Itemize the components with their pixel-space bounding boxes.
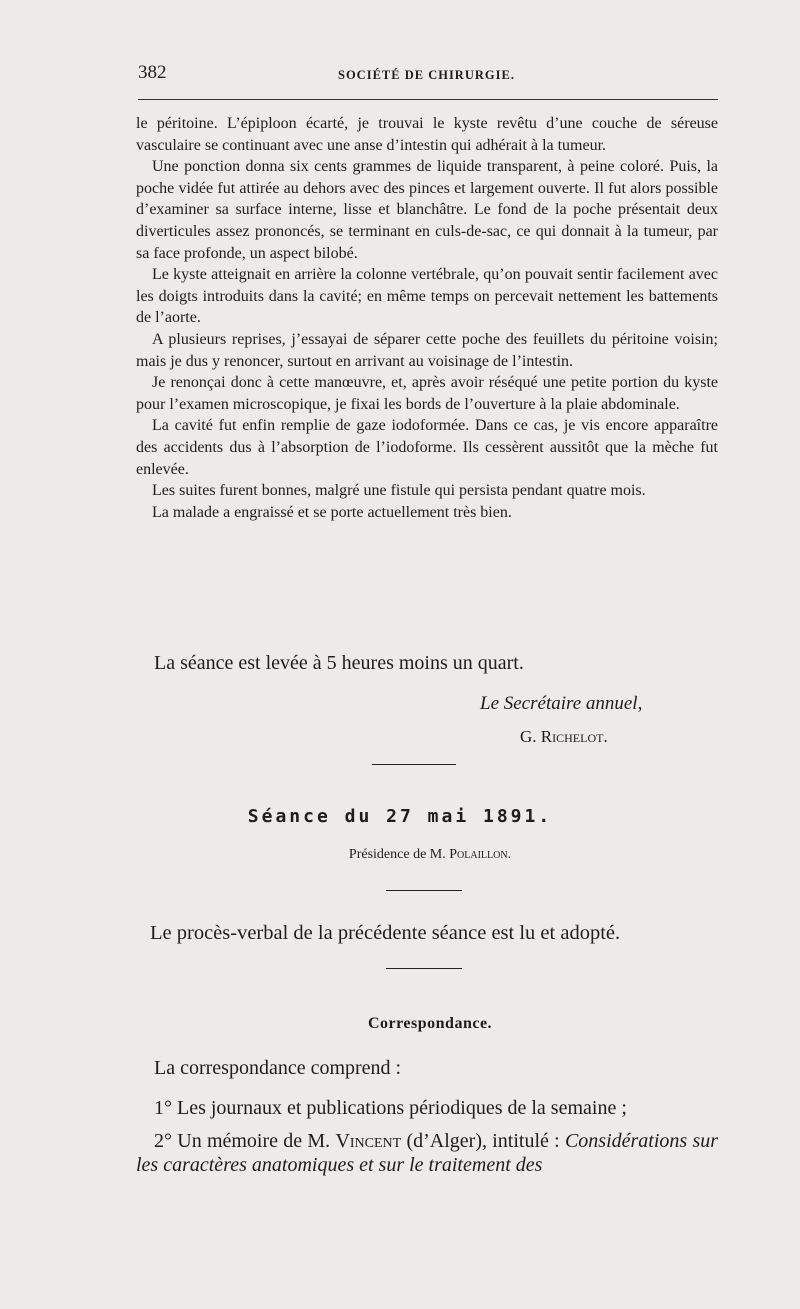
paragraph: le péritoine. L’épiploon écarté, je trouvai le kyste revêtu d’une couche de séreuse vasculaire se continuant avec une anse d’intestin qui adhérait à la tumeur.: [136, 115, 718, 154]
item2-author: Vincent: [335, 1130, 402, 1152]
presidence-line: [0, 847, 800, 863]
signature-role: Le Secrétaire annuel,: [480, 693, 643, 714]
paragraph: Le kyste atteignait en arrière la colonne vertébrale, qu’on pouvait sentir facilement avec les doigts introduits dans la cavité; en même temps on percevait nettement les battements de l’aorte.: [136, 266, 718, 327]
section-divider: [372, 764, 456, 765]
signature-name: [520, 727, 608, 747]
correspondance-title: Correspondance.: [367, 1015, 493, 1032]
section-divider: [386, 890, 462, 891]
paragraph: Les suites furent bonnes, malgré une fistule qui persista pendant quatre mois.: [152, 482, 646, 500]
running-title: SOCIÉTÉ DE CHIRURGIE.: [338, 68, 515, 82]
closing-line: La séance est levée à 5 heures moins un quart.: [154, 652, 524, 674]
item2-mid: (d’Alger), intitulé :: [406, 1130, 560, 1152]
body-text: [136, 113, 718, 523]
paragraph: Une ponction donna six cents grammes de liquide transparent, à peine coloré. Puis, la poche vidée fut attirée au dehors avec des pinces et largement ouverte. Il fut alors possible d’examiner sa surface interne, lisse et blanchâtre. Le fond de la poche présentait deux diverticules assez prononcés, se terminant en culs-de-sac, ce qui donnait à la tumeur, par sa face profonde, un aspect bilobé.: [136, 158, 718, 262]
president-name: Polaillon.: [449, 847, 512, 862]
paragraph: Je renonçai donc à cette manœuvre, et, après avoir réséqué une petite portion du kyste pour l’examen microscopique, je fixai les bords de l’ouverture à la plaie abdominale.: [136, 374, 718, 413]
item2-title: Considérations sur les caractères anatomiques et sur le traitement des: [136, 1130, 719, 1176]
section-divider: [386, 968, 462, 969]
proces-verbal: Le procès-verbal de la précédente séance est lu et adopté.: [150, 922, 621, 944]
correspondance-item-2: [136, 1129, 718, 1177]
correspondance-intro: La correspondance comprend :: [154, 1057, 402, 1079]
signature-initial: G.: [520, 727, 537, 746]
page-number: 382: [138, 62, 167, 83]
paragraph: La malade a engraissé et se porte actuellement très bien.: [152, 503, 512, 521]
page-header: [138, 62, 718, 92]
paragraph: La cavité fut enfin remplie de gaze iodoformée. Dans ce cas, je vis encore apparaître des accidents dus à l’absorption de l’iodoforme. Ils cessèrent aussitôt que la mèche fut enlevée.: [136, 417, 718, 478]
paragraph: A plusieurs reprises, j’essayai de séparer cette poche des feuillets du péritoine voisin; mais je dus y renoncer, surtout en arrivant au voisinage de l’intestin.: [136, 330, 718, 370]
signature-surname: Richelot.: [540, 727, 608, 746]
header-rule: [138, 99, 718, 100]
seance-title: Séance du 27 mai 1891.: [247, 806, 553, 827]
item2-start: 2° Un mémoire de M.: [154, 1130, 331, 1152]
correspondance-item-1: 1° Les journaux et publications périodiques de la semaine ;: [154, 1097, 627, 1119]
presidence-prefix: Présidence de M.: [348, 847, 446, 862]
